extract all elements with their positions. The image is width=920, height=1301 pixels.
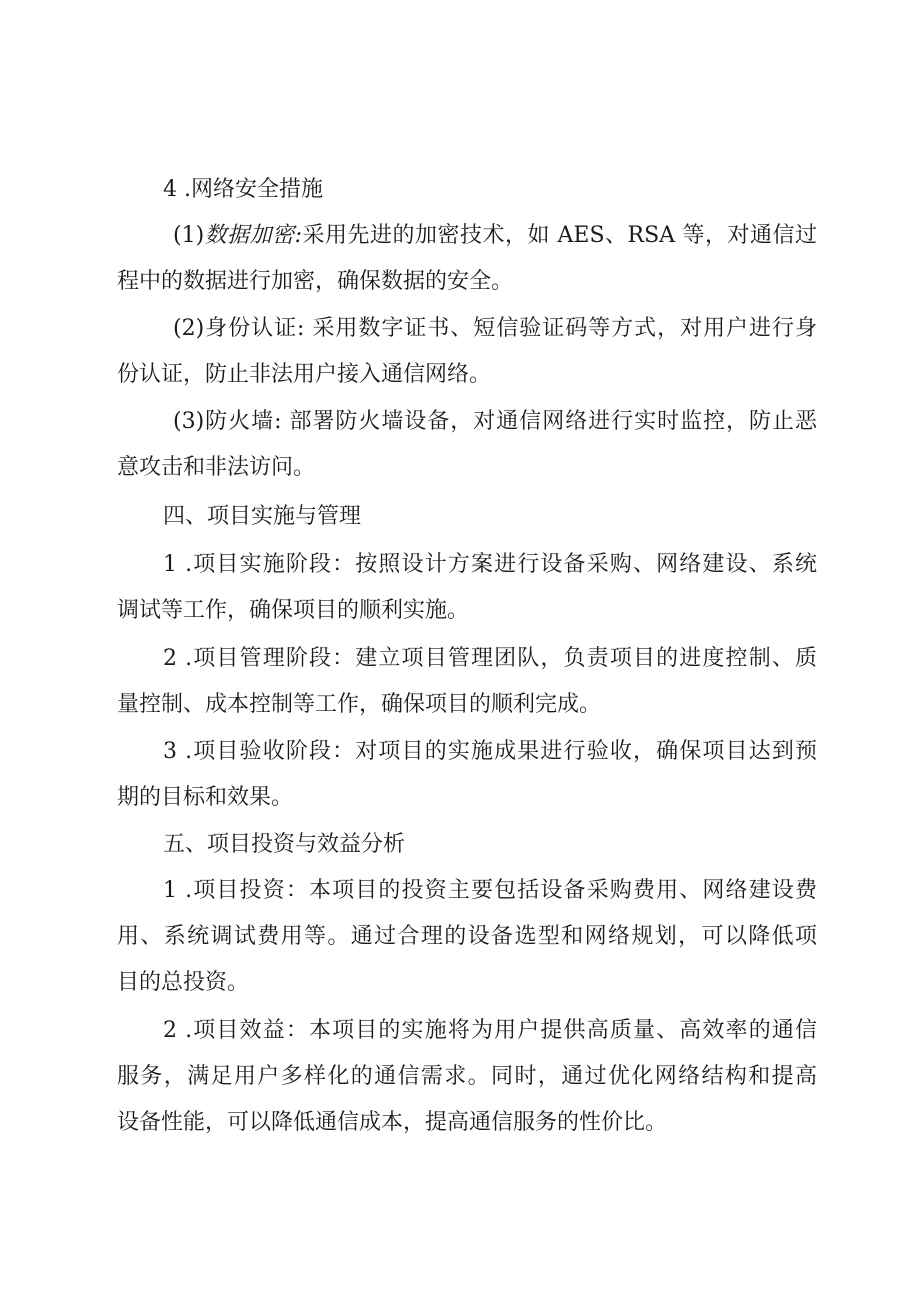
line-2: 程中的数据进行加密，确保数据的安全。 [117, 269, 514, 294]
line-1: 2 .项目管理阶段：建立项目管理团队，负责项目的进度控制、质 [163, 646, 817, 671]
heading-text: 五、项目投资与效益分析 [163, 832, 406, 857]
paragraph-investment [117, 868, 817, 1006]
line-1: 3 .项目验收阶段：对项目的实施成果进行验收，确保项目达到预 [163, 739, 817, 764]
line-2: 调试等工作，确保项目的顺利实施。 [117, 598, 470, 623]
line-1: 1 .项目投资：本项目的投资主要包括设备采购费用、网络建设费 [163, 878, 817, 903]
paragraph-acceptance-phase [117, 729, 817, 821]
line-2: 意攻击和非法访问。 [117, 455, 316, 480]
paragraph-firewall [117, 399, 817, 491]
line-3: 设备性能，可以降低通信成本，提高通信服务的性价比。 [117, 1110, 668, 1135]
line-1: 2 .项目效益：本项目的实施将为用户提供高质量、高效率的通信 [163, 1018, 817, 1043]
paragraph-benefits [117, 1008, 817, 1146]
paragraph-data-encryption [117, 213, 817, 305]
line-3: 目的总投资。 [117, 970, 250, 995]
line-1: (3)防火墙: 部署防火墙设备，对通信网络进行实时监控，防止恶 [173, 409, 817, 434]
paragraph-implementation-phase [117, 542, 817, 634]
paragraph-identity-auth [117, 306, 817, 398]
line-2: 量控制、成本控制等工作，确保项目的顺利完成。 [117, 692, 602, 717]
heading-text: 4 .网络安全措施 [163, 177, 323, 202]
section-heading-implementation [117, 494, 817, 540]
item-text: 采用先进的加密技术，如 AES、RSA 等，对通信过 [302, 223, 817, 248]
line-2: 份认证，防止非法用户接入通信网络。 [117, 362, 492, 387]
line-2: 期的目标和效果。 [117, 785, 294, 810]
line-1: 1 .项目实施阶段：按照设计方案进行设备采购、网络建设、系统 [163, 552, 817, 577]
line-2: 服务，满足用户多样化的通信需求。同时，通过优化网络结构和提高 [117, 1064, 817, 1089]
section-heading-network-security [117, 167, 817, 213]
paragraph-management-phase [117, 636, 817, 728]
line-1: (2)身份认证: 采用数字证书、短信验证码等方式，对用户进行身 [173, 316, 817, 341]
section-heading-investment [117, 822, 817, 868]
line-1 [117, 213, 817, 259]
line-2: 用、系统调试费用等。通过合理的设备选型和网络规划，可以降低项 [117, 924, 817, 949]
heading-text: 四、项目实施与管理 [163, 504, 362, 529]
item-number: (1) [173, 223, 205, 248]
item-term: 数据加密: [204, 223, 303, 248]
